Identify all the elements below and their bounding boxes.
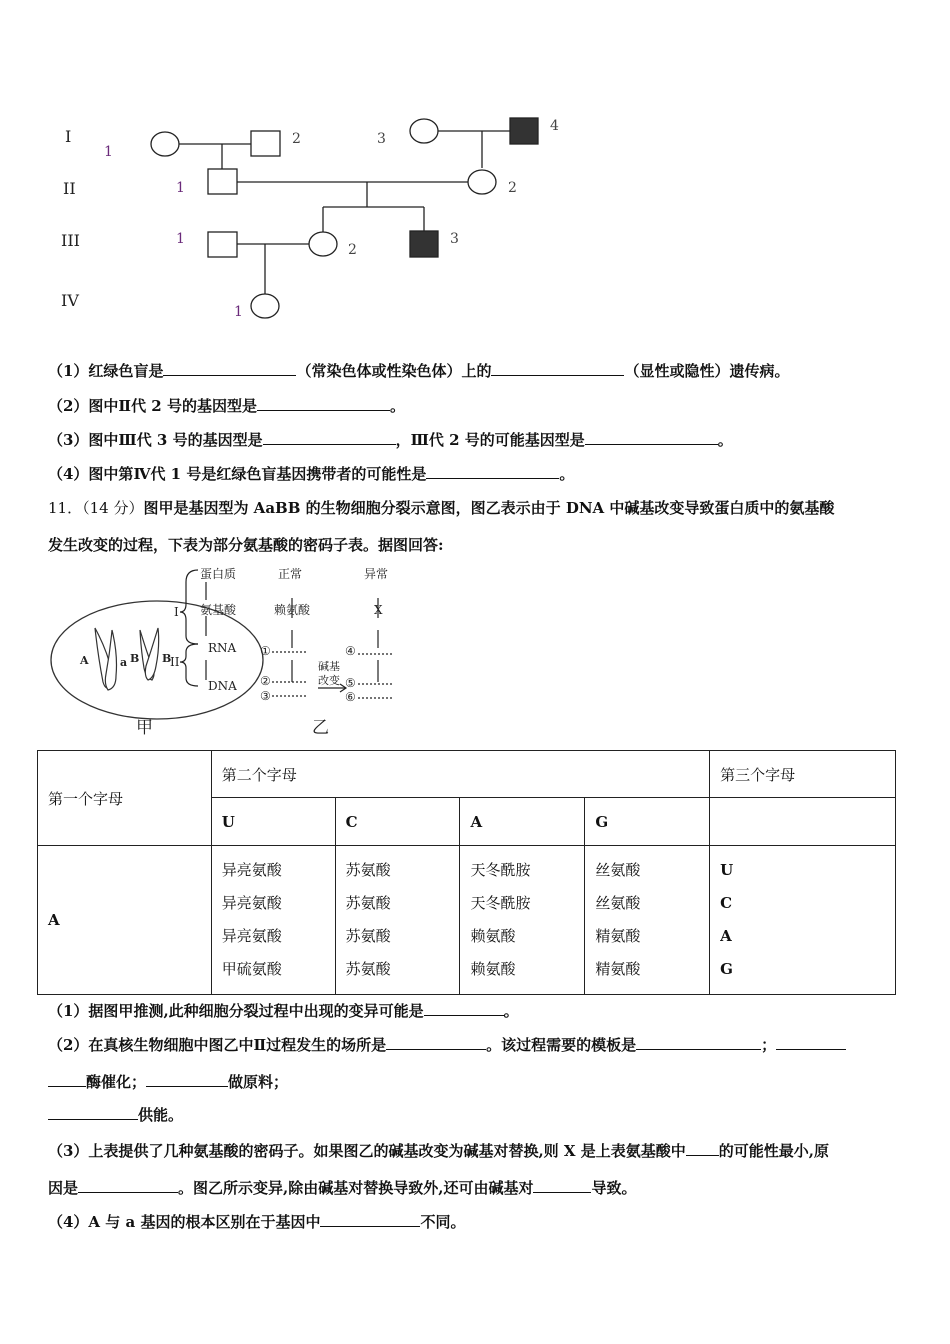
label-amino: 氨基酸 <box>200 603 237 617</box>
label-lys: 赖氨酸 <box>274 603 311 617</box>
num-I2: 2 <box>292 131 301 147</box>
answer-blank[interactable] <box>48 1104 138 1120</box>
label-c1: ① <box>260 644 271 658</box>
answer-blank[interactable] <box>263 429 396 445</box>
num-III1: 1 <box>176 231 185 247</box>
codon-AUG: 甲硫氨酸 <box>221 960 282 978</box>
codon-ACU: 苏氨酸 <box>345 861 391 879</box>
label-mut1: 碱基 <box>318 660 340 673</box>
q11-part1: （1）据图甲推测,此种细胞分裂过程中出现的变异可能是 。 <box>48 1002 519 1020</box>
label-c5: ⑤ <box>345 676 356 690</box>
chromosome-pair-Aa <box>95 628 117 690</box>
q11-part2: （2）在真核生物细胞中图乙中Ⅱ过程发生的场所是 。该过程需要的模板是 ； <box>48 1034 846 1055</box>
q10-part3: （3）图中Ⅲ代 3 号的基因型是 ，Ⅲ代 2 号的可能基因型是 。 <box>48 431 733 449</box>
codon-ACG: 苏氨酸 <box>345 960 391 978</box>
label-x: X <box>374 603 383 617</box>
gene-B2: B <box>162 652 172 665</box>
gen-label-I: I <box>65 127 72 146</box>
label-mut2: 改变 <box>318 674 340 687</box>
q11-part4: （4）A 与 a 基因的根本区别在于基因中 不同。 <box>48 1213 466 1231</box>
num-I4: 4 <box>550 118 559 134</box>
codon-AGC: 丝氨酸 <box>595 894 641 912</box>
q11-stem-line1: 11．（14 分）图甲是基因型为 AaBB 的生物细胞分裂示意图，图乙表示由于 DNA 中碱基改变导致蛋白质中的氨基酸 <box>48 499 835 517</box>
cell-G <box>585 846 710 995</box>
codon-AGA: 精氨酸 <box>595 927 641 945</box>
answer-blank[interactable] <box>585 429 718 445</box>
chromosome-pair-BB <box>140 628 159 680</box>
col-C: C <box>335 798 460 846</box>
col-U: U <box>211 798 335 846</box>
num-IV1: 1 <box>234 304 243 320</box>
num-II1: 1 <box>176 180 185 196</box>
answer-blank[interactable] <box>776 1034 846 1050</box>
third-letter-C: C <box>720 894 733 912</box>
codon-ACC: 苏氨酸 <box>345 894 391 912</box>
row-letter-A: A <box>38 846 212 995</box>
answer-blank[interactable] <box>48 1071 86 1087</box>
caption-yi: 乙 <box>312 718 329 738</box>
codon-AAC: 天冬酰胺 <box>470 894 531 912</box>
label-abnormal: 异常 <box>364 567 389 581</box>
cell-third <box>710 846 896 995</box>
label-protein: 蛋白质 <box>200 567 237 581</box>
col-empty <box>710 798 896 846</box>
third-letter-A: A <box>720 927 732 945</box>
q11-stem-line2: 发生改变的过程，下表为部分氨基酸的密码子表。据图回答: <box>48 536 444 554</box>
num-II2: 2 <box>508 180 517 196</box>
cell-U <box>211 846 335 995</box>
answer-blank[interactable] <box>426 463 559 479</box>
label-c3: ③ <box>260 689 271 703</box>
q10-part4: （4）图中第Ⅳ代 1 号是红绿色盲基因携带者的可能性是 。 <box>48 465 575 483</box>
pedigree-I2 <box>251 131 280 156</box>
q11-part3: （3）上表提供了几种氨基酸的密码子。如果图乙的碱基改变为碱基对替换,则 X 是上表氨基酸中 的可能性最小,原 <box>48 1142 829 1160</box>
q11-part3-cont: 因是 。图乙所示变异,除由碱基对替换导致外,还可由碱基对 导致。 <box>48 1179 637 1197</box>
answer-blank[interactable] <box>257 395 390 411</box>
label-rna: RNA <box>208 641 237 655</box>
cell-division-figure <box>40 560 420 745</box>
answer-blank[interactable] <box>320 1211 420 1227</box>
q11-part2-cont: 酶催化； 做原料； <box>48 1071 288 1092</box>
q10-part2: （2）图中Ⅱ代 2 号的基因型是 。 <box>48 397 405 415</box>
codon-ACA: 苏氨酸 <box>345 927 391 945</box>
codon-AAU: 天冬酰胺 <box>470 861 531 879</box>
codon-AAG: 赖氨酸 <box>470 960 516 978</box>
answer-blank[interactable] <box>636 1034 761 1050</box>
num-III3: 3 <box>450 231 459 247</box>
pedigree-I4 <box>510 118 538 144</box>
pedigree-III2 <box>309 232 337 256</box>
header-third-letter: 第三个字母 <box>710 751 896 798</box>
header-first-letter: 第一个字母 <box>38 751 212 846</box>
answer-blank[interactable] <box>686 1140 719 1156</box>
answer-blank[interactable] <box>424 1000 504 1016</box>
q10-part1: （1）红绿色盲是 （常染色体或性染色体）上的 （显性或隐性）遗传病。 <box>48 362 790 380</box>
header-second-letter: 第二个字母 <box>211 751 709 798</box>
col-A: A <box>460 798 585 846</box>
cell-A <box>460 846 585 995</box>
codon-AAA: 赖氨酸 <box>470 927 516 945</box>
answer-blank[interactable] <box>386 1034 486 1050</box>
answer-blank[interactable] <box>163 360 296 376</box>
q11-part2-cont2: 供能。 <box>48 1104 183 1125</box>
label-c4: ④ <box>345 644 356 658</box>
label-c6: ⑥ <box>345 690 356 704</box>
codon-AUU: 异亮氨酸 <box>221 861 282 879</box>
codon-AUA: 异亮氨酸 <box>221 927 282 945</box>
label-c2: ② <box>260 674 271 688</box>
third-letter-U: U <box>720 861 734 879</box>
gene-B1: B <box>130 652 140 665</box>
gene-A: A <box>80 654 89 667</box>
pedigree-IV1 <box>251 294 279 318</box>
answer-blank[interactable] <box>491 360 624 376</box>
pedigree-III3 <box>410 231 438 257</box>
answer-blank[interactable] <box>146 1071 228 1087</box>
num-I1: 1 <box>104 144 113 160</box>
label-dna: DNA <box>208 679 237 693</box>
num-III2: 2 <box>348 242 357 258</box>
pedigree-chart <box>0 0 950 340</box>
gen-label-II: II <box>63 179 76 198</box>
pedigree-I3 <box>410 119 438 143</box>
label-stage-I: I <box>174 605 179 619</box>
codon-AGG: 精氨酸 <box>595 960 641 978</box>
gen-label-III: III <box>61 231 80 250</box>
caption-jia: 甲 <box>136 718 153 738</box>
answer-blank[interactable] <box>533 1177 591 1193</box>
answer-blank[interactable] <box>78 1177 178 1193</box>
codon-AUC: 异亮氨酸 <box>221 894 282 912</box>
pedigree-III1 <box>208 232 237 257</box>
label-stage-II: II <box>170 655 180 669</box>
gen-label-IV: IV <box>61 291 79 310</box>
cell-C <box>335 846 460 995</box>
label-normal: 正常 <box>278 567 303 581</box>
third-letter-G: G <box>720 960 733 978</box>
col-G: G <box>585 798 710 846</box>
pedigree-II2 <box>468 170 496 194</box>
gene-a: a <box>120 656 128 669</box>
num-I3: 3 <box>377 131 386 147</box>
pedigree-I1 <box>151 132 179 156</box>
codon-table <box>37 750 896 995</box>
pedigree-II1 <box>208 169 237 194</box>
codon-AGU: 丝氨酸 <box>595 861 641 879</box>
